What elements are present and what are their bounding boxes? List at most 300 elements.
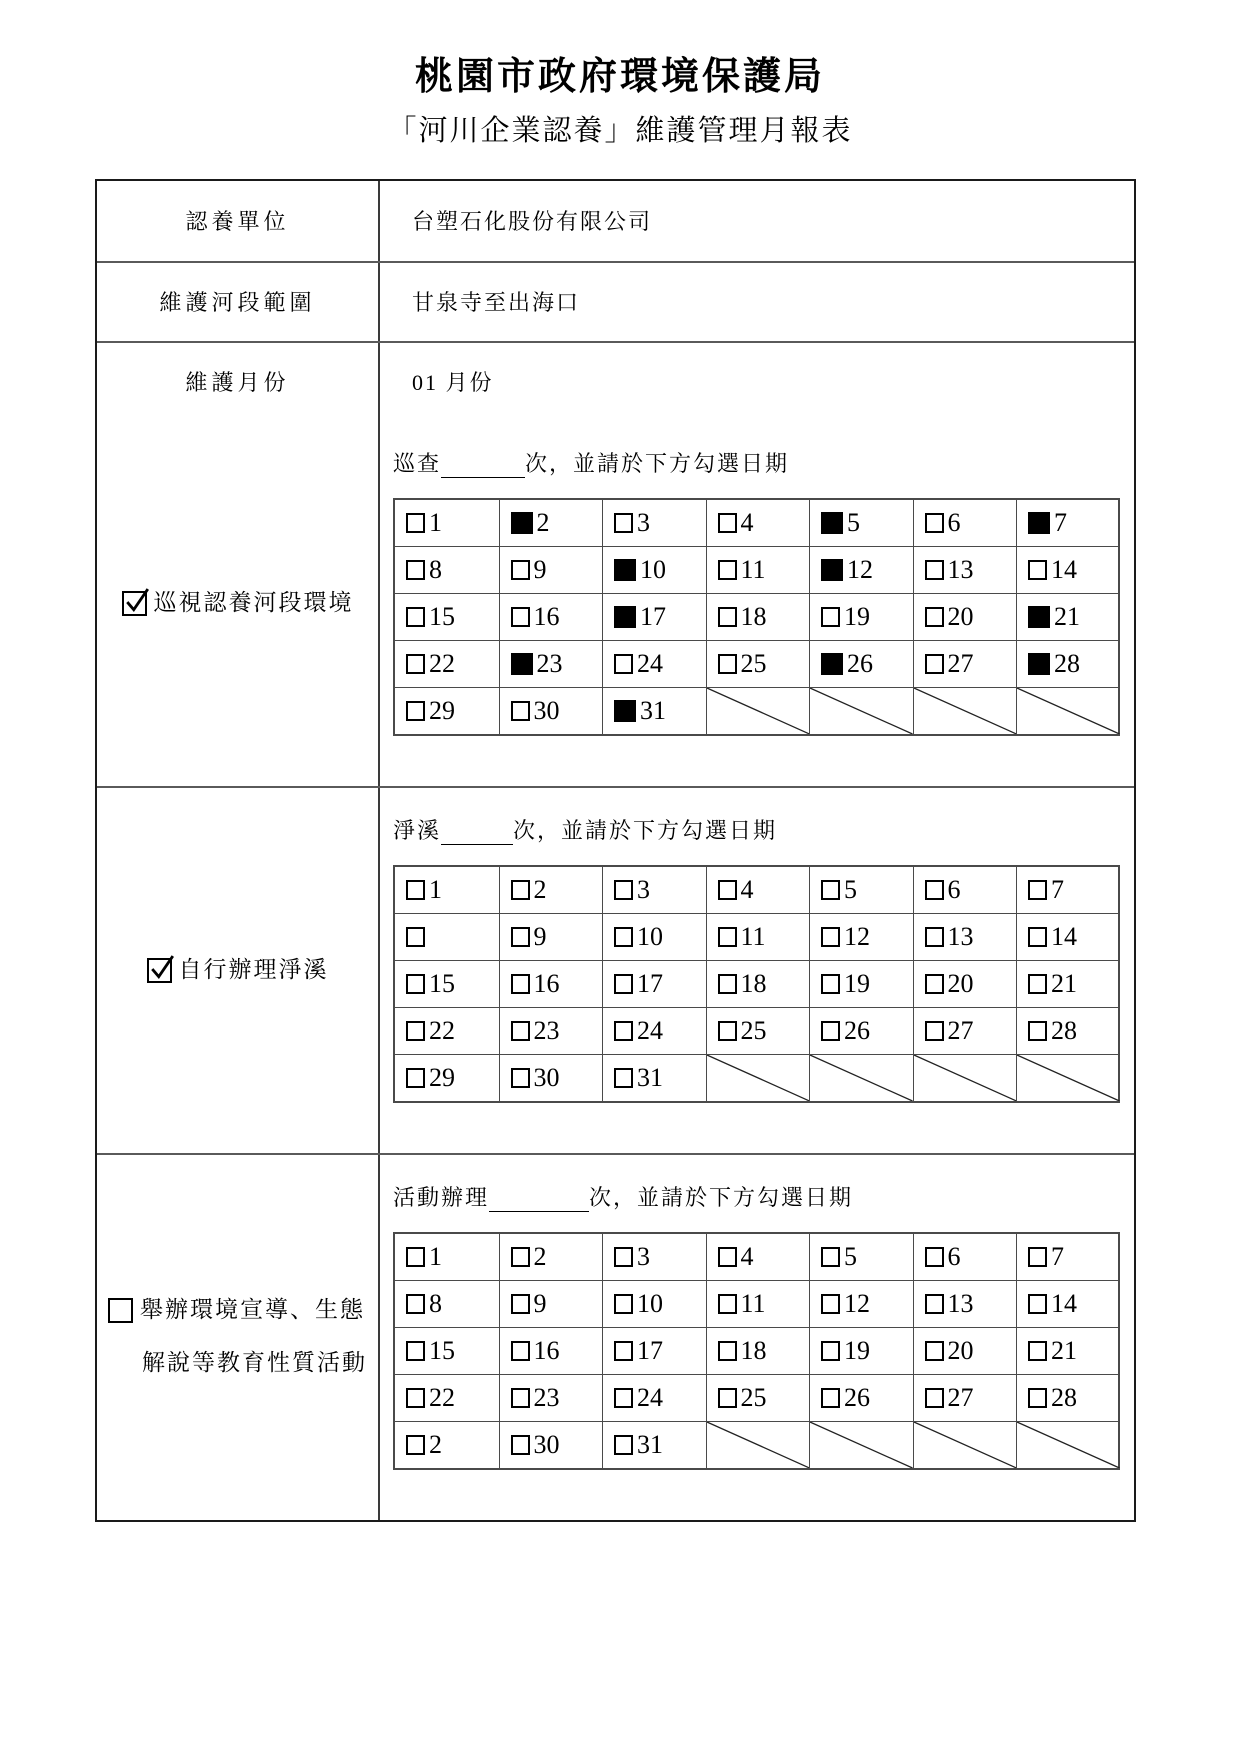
day-number: 9	[533, 1288, 547, 1318]
day-number: 5	[844, 874, 857, 904]
calendar-day-cell	[913, 867, 1017, 913]
day-number: 17	[640, 601, 666, 631]
section-content	[380, 788, 1134, 1153]
day-checkbox[interactable]	[614, 974, 633, 994]
day-number: 21	[1051, 1335, 1077, 1365]
day-checkbox[interactable]	[614, 654, 633, 674]
day-checkbox[interactable]	[925, 1247, 944, 1267]
day-checkbox[interactable]	[406, 974, 425, 994]
calendar-diagonal-cell	[706, 1055, 810, 1101]
day-number: 13	[947, 554, 974, 584]
calendar-day-cell	[809, 961, 913, 1007]
calendar-day-cell	[706, 914, 810, 960]
day-number: 17	[637, 968, 663, 998]
day-checkbox[interactable]	[511, 1247, 530, 1267]
calendar-diagonal-cell	[1016, 688, 1120, 734]
diagonal-slash	[914, 1055, 1017, 1101]
day-number: 15	[429, 601, 455, 631]
day-checkbox[interactable]	[406, 654, 425, 674]
day-number: 20	[947, 601, 974, 631]
calendar-day-cell	[395, 500, 499, 546]
day-number: 31	[640, 695, 666, 725]
day-number: 18	[740, 968, 767, 998]
day-checkbox[interactable]	[406, 880, 425, 900]
calendar-day-cell	[499, 688, 603, 734]
day-number: 23	[533, 1015, 560, 1045]
calendar-day-cell	[809, 641, 913, 687]
day-checkbox[interactable]	[511, 1294, 530, 1314]
day-checkbox[interactable]	[406, 701, 425, 721]
day-checkbox[interactable]	[614, 1435, 633, 1455]
day-checkbox[interactable]	[718, 1021, 737, 1041]
calendar-day-cell	[602, 1234, 706, 1280]
day-checkbox[interactable]	[925, 513, 944, 533]
day-checkbox-filled[interactable]	[511, 653, 533, 675]
diagonal-slash	[810, 688, 913, 734]
day-checkbox[interactable]	[718, 513, 737, 533]
diagonal-slash	[1017, 688, 1120, 734]
info-row	[97, 181, 1134, 261]
day-number: 22	[429, 1382, 455, 1412]
info-value: 01 月份	[412, 370, 494, 396]
day-number: 29	[429, 695, 455, 725]
calendar-header	[393, 814, 1134, 845]
calendar-day-cell	[602, 1375, 706, 1421]
day-checkbox[interactable]	[925, 1294, 944, 1314]
day-number: 2	[536, 507, 550, 537]
day-checkbox[interactable]	[718, 654, 737, 674]
day-checkbox[interactable]	[406, 560, 425, 580]
day-checkbox-filled[interactable]	[511, 512, 533, 534]
day-number: 12	[844, 1288, 870, 1318]
calendar-day-cell	[809, 1234, 913, 1280]
calendar-day-cell	[1016, 500, 1120, 546]
calendar-day-cell	[395, 594, 499, 640]
day-checkbox-filled[interactable]	[614, 606, 636, 628]
header-blank-line	[489, 1188, 589, 1212]
calendar-day-cell	[913, 1008, 1017, 1054]
calendar-day-cell	[809, 867, 913, 913]
calendar-day-cell	[913, 1234, 1017, 1280]
calendar-day-cell	[1016, 547, 1120, 593]
calendar-diagonal-cell	[706, 1422, 810, 1468]
info-label: 維護河段範圍	[97, 263, 380, 341]
calendar-day-cell	[395, 1422, 499, 1468]
calendar-day-cell	[499, 914, 603, 960]
calendar-day-cell	[395, 641, 499, 687]
calendar-day-cell	[499, 867, 603, 913]
day-checkbox[interactable]	[614, 1021, 633, 1041]
calendar-day-cell	[395, 961, 499, 1007]
day-number: 16	[533, 1335, 560, 1365]
calendar-row	[395, 1374, 1118, 1421]
day-number: 1	[429, 874, 442, 904]
day-checkbox[interactable]	[718, 1341, 737, 1361]
day-number: 8	[429, 1288, 442, 1318]
day-number: 3	[637, 507, 650, 537]
calendar-diagonal-cell	[809, 1055, 913, 1101]
day-checkbox[interactable]	[511, 1388, 530, 1408]
section-label-lines	[108, 1284, 367, 1390]
day-checkbox[interactable]	[718, 560, 737, 580]
day-number: 31	[637, 1062, 663, 1092]
section-label-text: 巡視認養河段環境	[153, 589, 354, 615]
calendar-day-cell	[1016, 961, 1120, 1007]
day-checkbox[interactable]	[718, 974, 737, 994]
day-number: 9	[533, 921, 547, 951]
day-checkbox[interactable]	[718, 1247, 737, 1267]
calendar-day-cell	[602, 1055, 706, 1101]
day-checkbox[interactable]	[821, 880, 840, 900]
calendar-diagonal-cell	[809, 688, 913, 734]
day-number: 1	[429, 507, 442, 537]
day-number: 2	[533, 874, 547, 904]
day-number: 30	[533, 1429, 560, 1459]
diagonal-slash	[707, 1055, 810, 1101]
day-number: 23	[533, 1382, 560, 1412]
day-checkbox[interactable]	[718, 1388, 737, 1408]
section-checkbox-checked[interactable]	[122, 591, 147, 616]
day-checkbox[interactable]	[406, 1021, 425, 1041]
day-checkbox[interactable]	[511, 1435, 530, 1455]
day-checkbox[interactable]	[614, 927, 633, 947]
diagonal-slash	[810, 1422, 913, 1468]
section-content	[380, 1155, 1134, 1520]
calendar-day-cell	[1016, 594, 1120, 640]
day-checkbox[interactable]	[925, 654, 944, 674]
day-checkbox[interactable]	[821, 1021, 840, 1041]
section-label-line	[122, 577, 354, 630]
day-checkbox[interactable]	[406, 1341, 425, 1361]
calendar-grid	[393, 498, 1120, 736]
calendar-day-cell	[395, 1281, 499, 1327]
calendar-day-cell	[395, 1234, 499, 1280]
calendar-day-cell	[395, 547, 499, 593]
calendar-day-cell	[706, 1375, 810, 1421]
day-number: 29	[429, 1062, 455, 1092]
day-number: 8	[429, 554, 442, 584]
calendar-day-cell	[706, 641, 810, 687]
day-number: 7	[1051, 1241, 1064, 1271]
calendar-day-cell	[395, 688, 499, 734]
header-blank-line	[441, 821, 513, 845]
diagonal-slash	[1017, 1422, 1120, 1468]
day-checkbox[interactable]	[511, 1341, 530, 1361]
section-row	[97, 421, 1134, 786]
day-checkbox[interactable]	[925, 880, 944, 900]
day-checkbox[interactable]	[511, 701, 530, 721]
calendar-diagonal-cell	[809, 1422, 913, 1468]
day-checkbox[interactable]	[614, 880, 633, 900]
calendar-row	[395, 1421, 1118, 1468]
calendar-day-cell	[913, 500, 1017, 546]
header-blank-line	[441, 454, 525, 478]
day-checkbox[interactable]	[821, 1247, 840, 1267]
calendar-day-cell	[1016, 1328, 1120, 1374]
calendar-day-cell	[809, 500, 913, 546]
day-number: 18	[740, 1335, 767, 1365]
day-number: 22	[429, 1015, 455, 1045]
day-checkbox[interactable]	[511, 974, 530, 994]
day-number: 28	[1054, 648, 1080, 678]
calendar-day-cell	[499, 1328, 603, 1374]
document-title: 桃園市政府環境保護局	[414, 56, 825, 98]
day-checkbox[interactable]	[821, 927, 840, 947]
day-number: 30	[533, 1062, 560, 1092]
day-checkbox-filled[interactable]	[614, 559, 636, 581]
day-number: 2	[429, 1429, 442, 1459]
day-checkbox[interactable]	[406, 513, 425, 533]
section-content	[380, 421, 1134, 786]
calendar-row	[395, 1280, 1118, 1327]
section-checkbox[interactable]	[108, 1298, 133, 1323]
day-checkbox[interactable]	[718, 927, 737, 947]
day-number: 30	[533, 695, 560, 725]
day-checkbox[interactable]	[1028, 1247, 1047, 1267]
day-checkbox-filled[interactable]	[821, 559, 843, 581]
info-rows-container	[97, 181, 1134, 421]
section-label-lines	[147, 944, 329, 997]
day-checkbox-filled[interactable]	[821, 653, 843, 675]
info-value: 甘泉寺至出海口	[412, 290, 581, 316]
calendar-day-cell	[706, 1234, 810, 1280]
calendar-header	[393, 447, 1134, 478]
header-suffix: 次，並請於下方勾選日期	[513, 817, 778, 843]
calendar-day-cell	[499, 1281, 603, 1327]
calendar-day-cell	[1016, 867, 1120, 913]
day-checkbox[interactable]	[406, 927, 425, 947]
calendar-day-cell	[913, 961, 1017, 1007]
day-number: 24	[637, 1015, 663, 1045]
day-checkbox-filled[interactable]	[1028, 653, 1050, 675]
day-number: 4	[740, 874, 754, 904]
calendar-day-cell	[913, 1328, 1017, 1374]
day-number: 14	[1051, 1288, 1077, 1318]
day-number: 31	[637, 1429, 663, 1459]
calendar-day-cell	[706, 547, 810, 593]
calendar-day-cell	[809, 547, 913, 593]
section-label-lines	[122, 577, 354, 630]
day-checkbox[interactable]	[406, 607, 425, 627]
day-checkbox[interactable]	[821, 607, 840, 627]
day-checkbox[interactable]	[718, 880, 737, 900]
calendar-diagonal-cell	[1016, 1055, 1120, 1101]
day-checkbox[interactable]	[614, 1294, 633, 1314]
day-number: 14	[1051, 554, 1077, 584]
calendar-day-cell	[913, 1375, 1017, 1421]
diagonal-slash	[810, 1055, 913, 1101]
calendar-row	[395, 867, 1118, 913]
calendar-day-cell	[602, 688, 706, 734]
section-label-line	[108, 1337, 367, 1390]
day-checkbox[interactable]	[821, 1388, 840, 1408]
day-checkbox[interactable]	[718, 1294, 737, 1314]
day-checkbox[interactable]	[925, 974, 944, 994]
calendar-day-cell	[499, 641, 603, 687]
day-checkbox[interactable]	[925, 560, 944, 580]
calendar-day-cell	[1016, 641, 1120, 687]
day-checkbox[interactable]	[511, 560, 530, 580]
calendar-row	[395, 1007, 1118, 1054]
day-number: 26	[844, 1382, 870, 1412]
day-checkbox-filled[interactable]	[821, 512, 843, 534]
calendar-diagonal-cell	[913, 1422, 1017, 1468]
day-checkbox[interactable]	[406, 1247, 425, 1267]
section-label-line	[108, 1284, 367, 1337]
day-checkbox[interactable]	[1028, 1294, 1047, 1314]
day-number: 11	[740, 921, 766, 951]
calendar-row	[395, 640, 1118, 687]
day-number: 24	[637, 1382, 663, 1412]
document-subtitle: 「河川企業認養」維護管理月報表	[387, 114, 853, 147]
day-checkbox[interactable]	[925, 1021, 944, 1041]
day-number: 10	[637, 1288, 663, 1318]
calendar-day-cell	[706, 961, 810, 1007]
calendar-day-cell	[395, 1375, 499, 1421]
calendar-day-cell	[706, 594, 810, 640]
calendar-day-cell	[809, 1328, 913, 1374]
day-number: 20	[947, 1335, 974, 1365]
section-label	[97, 1155, 380, 1520]
day-number: 13	[947, 921, 974, 951]
calendar-day-cell	[395, 867, 499, 913]
calendar-day-cell	[1016, 914, 1120, 960]
header-suffix: 次，並請於下方勾選日期	[525, 450, 790, 476]
day-number: 21	[1054, 601, 1080, 631]
calendar-day-cell	[499, 1008, 603, 1054]
diagonal-slash	[914, 1422, 1017, 1468]
calendar-row	[395, 593, 1118, 640]
calendar-day-cell	[1016, 1008, 1120, 1054]
header-prefix: 巡查	[393, 450, 442, 476]
day-checkbox-filled[interactable]	[614, 700, 636, 722]
day-checkbox-filled[interactable]	[1028, 512, 1050, 534]
day-number: 15	[429, 1335, 455, 1365]
calendar-day-cell	[602, 914, 706, 960]
calendar-row	[395, 1327, 1118, 1374]
day-number: 6	[947, 1241, 961, 1271]
day-checkbox[interactable]	[614, 1068, 633, 1088]
day-checkbox[interactable]	[1028, 1341, 1047, 1361]
day-checkbox[interactable]	[718, 607, 737, 627]
day-number: 27	[947, 1015, 974, 1045]
info-row	[97, 261, 1134, 341]
day-checkbox[interactable]	[614, 1388, 633, 1408]
calendar-day-cell	[395, 1328, 499, 1374]
calendar-row	[395, 913, 1118, 960]
day-checkbox[interactable]	[1028, 974, 1047, 994]
day-checkbox[interactable]	[1028, 880, 1047, 900]
calendar-row	[395, 500, 1118, 546]
calendar-day-cell	[602, 500, 706, 546]
section-checkbox-checked[interactable]	[147, 958, 172, 983]
day-checkbox[interactable]	[821, 1294, 840, 1314]
day-number: 19	[844, 968, 870, 998]
calendar-day-cell	[499, 1375, 603, 1421]
calendar-day-cell	[706, 867, 810, 913]
section-row	[97, 786, 1134, 1153]
day-checkbox[interactable]	[406, 1068, 425, 1088]
day-checkbox[interactable]	[1028, 927, 1047, 947]
day-checkbox[interactable]	[1028, 1388, 1047, 1408]
calendar-day-cell	[602, 867, 706, 913]
checkmark-icon	[149, 954, 175, 982]
calendar-row	[395, 1054, 1118, 1101]
calendar-day-cell	[1016, 1234, 1120, 1280]
day-number: 23	[536, 648, 563, 678]
calendar-day-cell	[706, 500, 810, 546]
section-label-line	[147, 944, 329, 997]
day-number: 4	[740, 1241, 754, 1271]
calendar-day-cell	[395, 914, 499, 960]
info-label: 認養單位	[97, 181, 380, 261]
calendar-day-cell	[499, 594, 603, 640]
day-number: 11	[740, 1288, 766, 1318]
header-prefix: 淨溪	[393, 817, 442, 843]
day-checkbox[interactable]	[821, 974, 840, 994]
day-checkbox[interactable]	[511, 607, 530, 627]
calendar-day-cell	[395, 1055, 499, 1101]
day-checkbox-filled[interactable]	[1028, 606, 1050, 628]
day-number: 19	[844, 601, 870, 631]
day-number: 16	[533, 601, 560, 631]
day-checkbox[interactable]	[821, 1341, 840, 1361]
day-checkbox[interactable]	[925, 927, 944, 947]
calendar-grid	[393, 865, 1120, 1103]
calendar-day-cell	[706, 1328, 810, 1374]
calendar-row	[395, 960, 1118, 1007]
calendar-day-cell	[913, 641, 1017, 687]
info-label: 維護月份	[97, 343, 380, 421]
day-checkbox[interactable]	[406, 1388, 425, 1408]
day-number: 28	[1051, 1382, 1077, 1412]
day-number: 12	[847, 554, 873, 584]
day-number: 21	[1051, 968, 1077, 998]
calendar-day-cell	[913, 914, 1017, 960]
day-number: 5	[844, 1241, 857, 1271]
day-checkbox[interactable]	[614, 513, 633, 533]
day-number: 26	[847, 648, 873, 678]
day-checkbox[interactable]	[511, 880, 530, 900]
day-checkbox[interactable]	[925, 607, 944, 627]
day-checkbox[interactable]	[925, 1388, 944, 1408]
section-label-text: 自行辦理淨溪	[178, 956, 329, 982]
report-table	[95, 179, 1136, 1522]
calendar-day-cell	[602, 1422, 706, 1468]
calendar-day-cell	[395, 1008, 499, 1054]
day-checkbox[interactable]	[511, 1068, 530, 1088]
calendar-day-cell	[499, 547, 603, 593]
calendar-diagonal-cell	[913, 1055, 1017, 1101]
day-number: 11	[740, 554, 766, 584]
diagonal-slash	[1017, 1055, 1120, 1101]
calendar-day-cell	[499, 500, 603, 546]
day-checkbox[interactable]	[1028, 560, 1047, 580]
day-checkbox[interactable]	[614, 1341, 633, 1361]
day-number: 27	[947, 648, 974, 678]
header-prefix: 活動辦理	[393, 1184, 490, 1210]
day-checkbox[interactable]	[406, 1294, 425, 1314]
calendar-row	[395, 546, 1118, 593]
calendar-grid	[393, 1232, 1120, 1470]
day-checkbox[interactable]	[511, 927, 530, 947]
day-checkbox[interactable]	[614, 1247, 633, 1267]
day-number: 6	[947, 874, 961, 904]
day-checkbox[interactable]	[406, 1435, 425, 1455]
day-checkbox[interactable]	[511, 1021, 530, 1041]
day-checkbox[interactable]	[1028, 1021, 1047, 1041]
day-checkbox[interactable]	[925, 1341, 944, 1361]
